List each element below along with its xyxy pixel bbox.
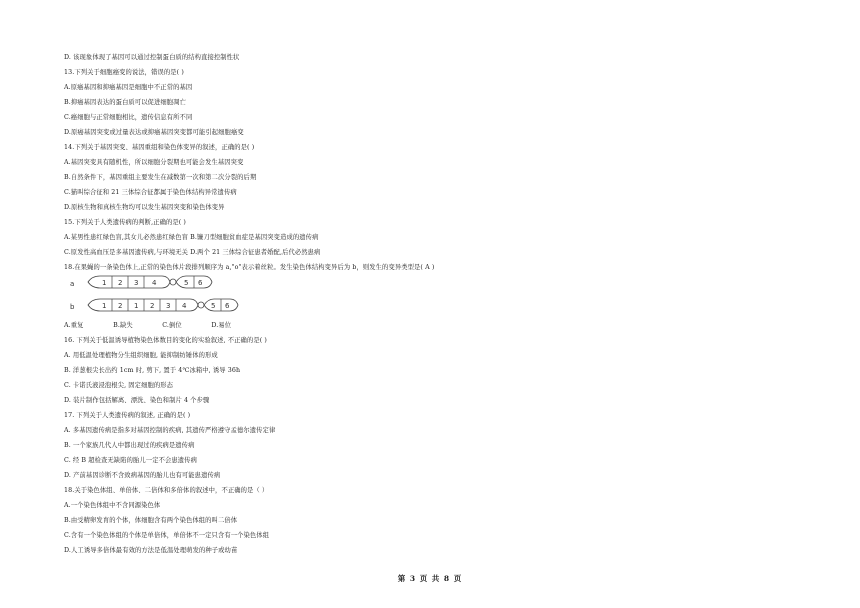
chromosome-a-label: a bbox=[70, 280, 75, 288]
segment-label: 6 bbox=[198, 279, 203, 287]
segment-label: 1 bbox=[134, 302, 139, 310]
question-13-option-b: B.抑癌基因表达的蛋白质可以促进细胞凋亡 bbox=[64, 99, 186, 106]
question-18-stem: 18.在果蝇的一条染色体上,正常的染色体片段排列顺序为 a,"o"表示着丝粒。发生染色体结构变异后为 b，则发生的变异类型是( A ) bbox=[64, 264, 435, 271]
question-18b-option-c: C.含有一个染色体组的个体是单倍体，单倍体不一定只含有一个染色体组 bbox=[64, 532, 270, 539]
question-17-option-d: D. 产前基因诊断不含致病基因的胎儿也有可能患遗传病 bbox=[64, 472, 221, 479]
question-16-option-d: D. 装片制作包括解离、漂洗、染色和制片 4 个步骤 bbox=[64, 397, 210, 404]
segment-label: 1 bbox=[102, 279, 107, 287]
question-15-options-cd: C.原发性高血压是多基因遗传病,与环境无关 D.两个 21 三体综合征患者婚配,后代必然患病 bbox=[64, 249, 321, 256]
question-16-option-a: A. 用低温处理植物分生组织细胞, 能抑制纺锤体的形成 bbox=[64, 352, 218, 359]
chromosome-b bbox=[88, 299, 238, 311]
question-15-options-ab: A.某男性患红绿色盲,其女儿必然患红绿色盲 B.镰刀型细胞贫血症是基因突变造成的遗传病 bbox=[64, 234, 319, 241]
option-c: C.倒位 bbox=[162, 322, 182, 329]
question-18b-option-d: D.人工诱导多倍体最有效的方法是低温处理萌发的种子或幼苗 bbox=[64, 547, 238, 554]
question-14-option-a: A.基因突变具有随机性，所以细胞分裂期也可能会发生基因突变 bbox=[64, 159, 244, 166]
option-b: B.缺失 bbox=[113, 322, 133, 329]
centromere bbox=[198, 302, 204, 308]
question-18b-option-b: B.由受精卵发育的个体，体细胞含有两个染色体组的叫二倍体 bbox=[64, 517, 238, 524]
centromere bbox=[170, 279, 176, 285]
chromosome-diagram bbox=[64, 273, 284, 317]
chromosome-b-label: b bbox=[70, 303, 75, 311]
option-d: D.易位 bbox=[211, 322, 232, 329]
question-18-options bbox=[64, 322, 258, 330]
segment-label: 6 bbox=[225, 302, 230, 310]
segment-label: 2 bbox=[118, 302, 123, 310]
segment-label: 2 bbox=[150, 302, 155, 310]
segment-label: 2 bbox=[118, 279, 123, 287]
question-14-stem: 14.下列关于基因突变、基因重组和染色体变异的叙述，正确的是( ) bbox=[64, 144, 255, 151]
segment-label: 3 bbox=[166, 302, 171, 310]
question-17-option-b: B. 一个家族几代人中都出现过的疾病是遗传病 bbox=[64, 442, 195, 449]
segment-label: 5 bbox=[184, 279, 189, 287]
segment-label: 5 bbox=[211, 302, 216, 310]
segment-label: 1 bbox=[102, 302, 107, 310]
question-17-option-c: C. 经 B 超检查无缺陷的胎儿一定不会患遗传病 bbox=[64, 457, 197, 464]
question-16-option-b: B. 洋葱根尖长出约 1cm 时, 剪下, 置于 4℃冰箱中, 诱导 36h bbox=[64, 367, 241, 374]
segment-label: 4 bbox=[152, 279, 157, 287]
page-number-footer: 第 3 页 共 8 页 bbox=[397, 574, 463, 583]
question-16-option-c: C. 卡诺氏液浸泡根尖, 固定细胞的形态 bbox=[64, 382, 174, 389]
question-14-option-c: C.猫叫综合征和 21 三体综合征都属于染色体结构异常遗传病 bbox=[64, 189, 237, 196]
question-17-stem: 17. 下列关于人类遗传病的叙述, 正确的是( ) bbox=[64, 412, 191, 419]
question-17-option-a: A. 多基因遗传病是指多对基因控制的疾病, 其遗传严格遵守孟德尔遗传定律 bbox=[64, 427, 276, 434]
option-a: A.重复 bbox=[64, 322, 84, 329]
question-14-option-d: D.原核生物和真核生物均可以发生基因突变和染色体变异 bbox=[64, 204, 225, 211]
text-line: D. 该现象体现了基因可以通过控制蛋白质的结构直接控制性状 bbox=[64, 54, 240, 61]
segment-label: 3 bbox=[134, 279, 139, 287]
chromosome-a bbox=[88, 276, 212, 288]
question-14-option-b: B.自然条件下，基因重组主要发生在减数第一次和第二次分裂的后期 bbox=[64, 174, 257, 181]
segment-label: 4 bbox=[182, 302, 187, 310]
question-18b-option-a: A.一个染色体组中不含同源染色体 bbox=[64, 502, 161, 509]
question-16-stem: 16. 下列关于低温诱导植物染色体数目的变化的实验叙述, 不正确的是( ) bbox=[64, 337, 267, 344]
question-13-option-a: A.原癌基因和抑癌基因是细胞中不正常的基因 bbox=[64, 84, 193, 91]
question-13-option-c: C.癌细胞与正常细胞相比，遗传信息有所不同 bbox=[64, 114, 193, 121]
question-13-stem: 13.下列关于细胞癌变的说法，错误的是( ) bbox=[64, 69, 184, 76]
question-15-stem: 15.下列关于人类遗传病的判断,正确的是( ) bbox=[64, 219, 186, 226]
question-13-option-d: D.原癌基因突变或过量表达或抑癌基因突变都可能引起细胞癌变 bbox=[64, 129, 244, 136]
question-18b-stem: 18.关于染色体组、单倍体、二倍体和多倍体的叙述中，不正确的是（ ） bbox=[64, 487, 269, 494]
chromosome-diagram-svg bbox=[64, 273, 284, 317]
